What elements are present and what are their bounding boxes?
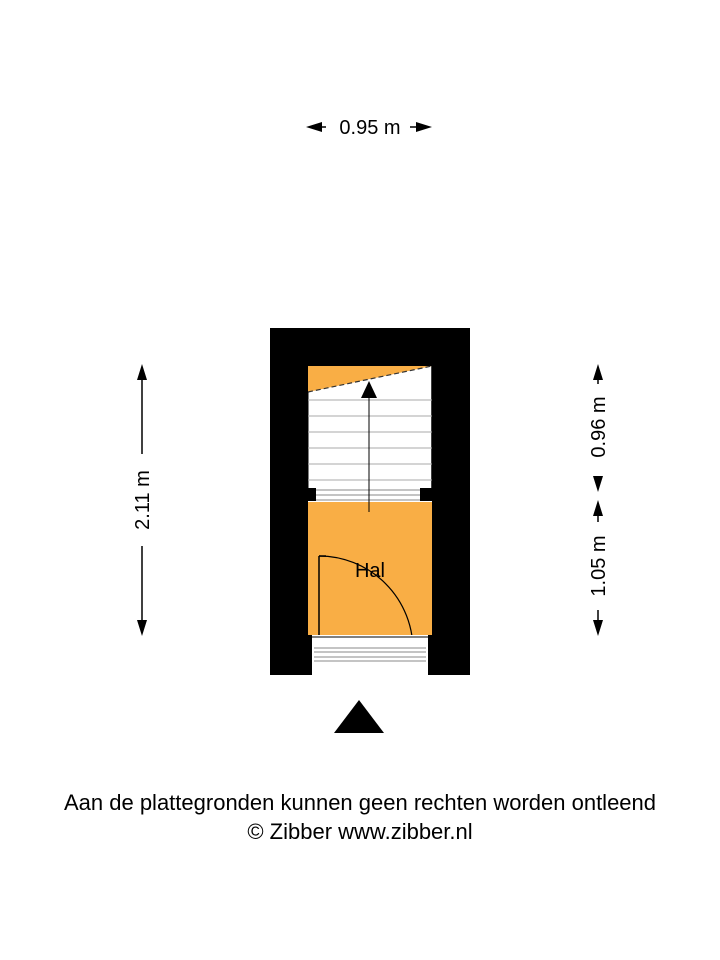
top-width-label: 0.95 m [339,117,401,139]
down-arrow-icon [593,476,603,492]
copyright-text: © Zibber www.zibber.nl [247,819,473,844]
top-width-dimension [306,117,432,139]
up-arrow-icon [593,500,603,516]
room-label: Hal [354,560,386,582]
down-arrow-icon [137,620,147,636]
left-arrow-icon [306,122,322,132]
right-dimension-lower [588,500,610,636]
left-height-dimension [132,364,154,636]
up-arrow-icon [593,364,603,380]
orientation-arrow-icon [334,700,384,733]
up-arrow-icon [137,364,147,380]
right-upper-label: 0.96 m [588,396,610,458]
left-height-label: 2.11 m [132,470,154,530]
down-arrow-icon [593,620,603,636]
right-arrow-icon [416,122,432,132]
right-dimension-upper [588,364,610,492]
entrance-threshold [308,635,432,675]
right-lower-label: 1.05 m [588,535,610,597]
disclaimer-text: Aan de plattegronden kunnen geen rechten worden ontleend [63,790,657,815]
